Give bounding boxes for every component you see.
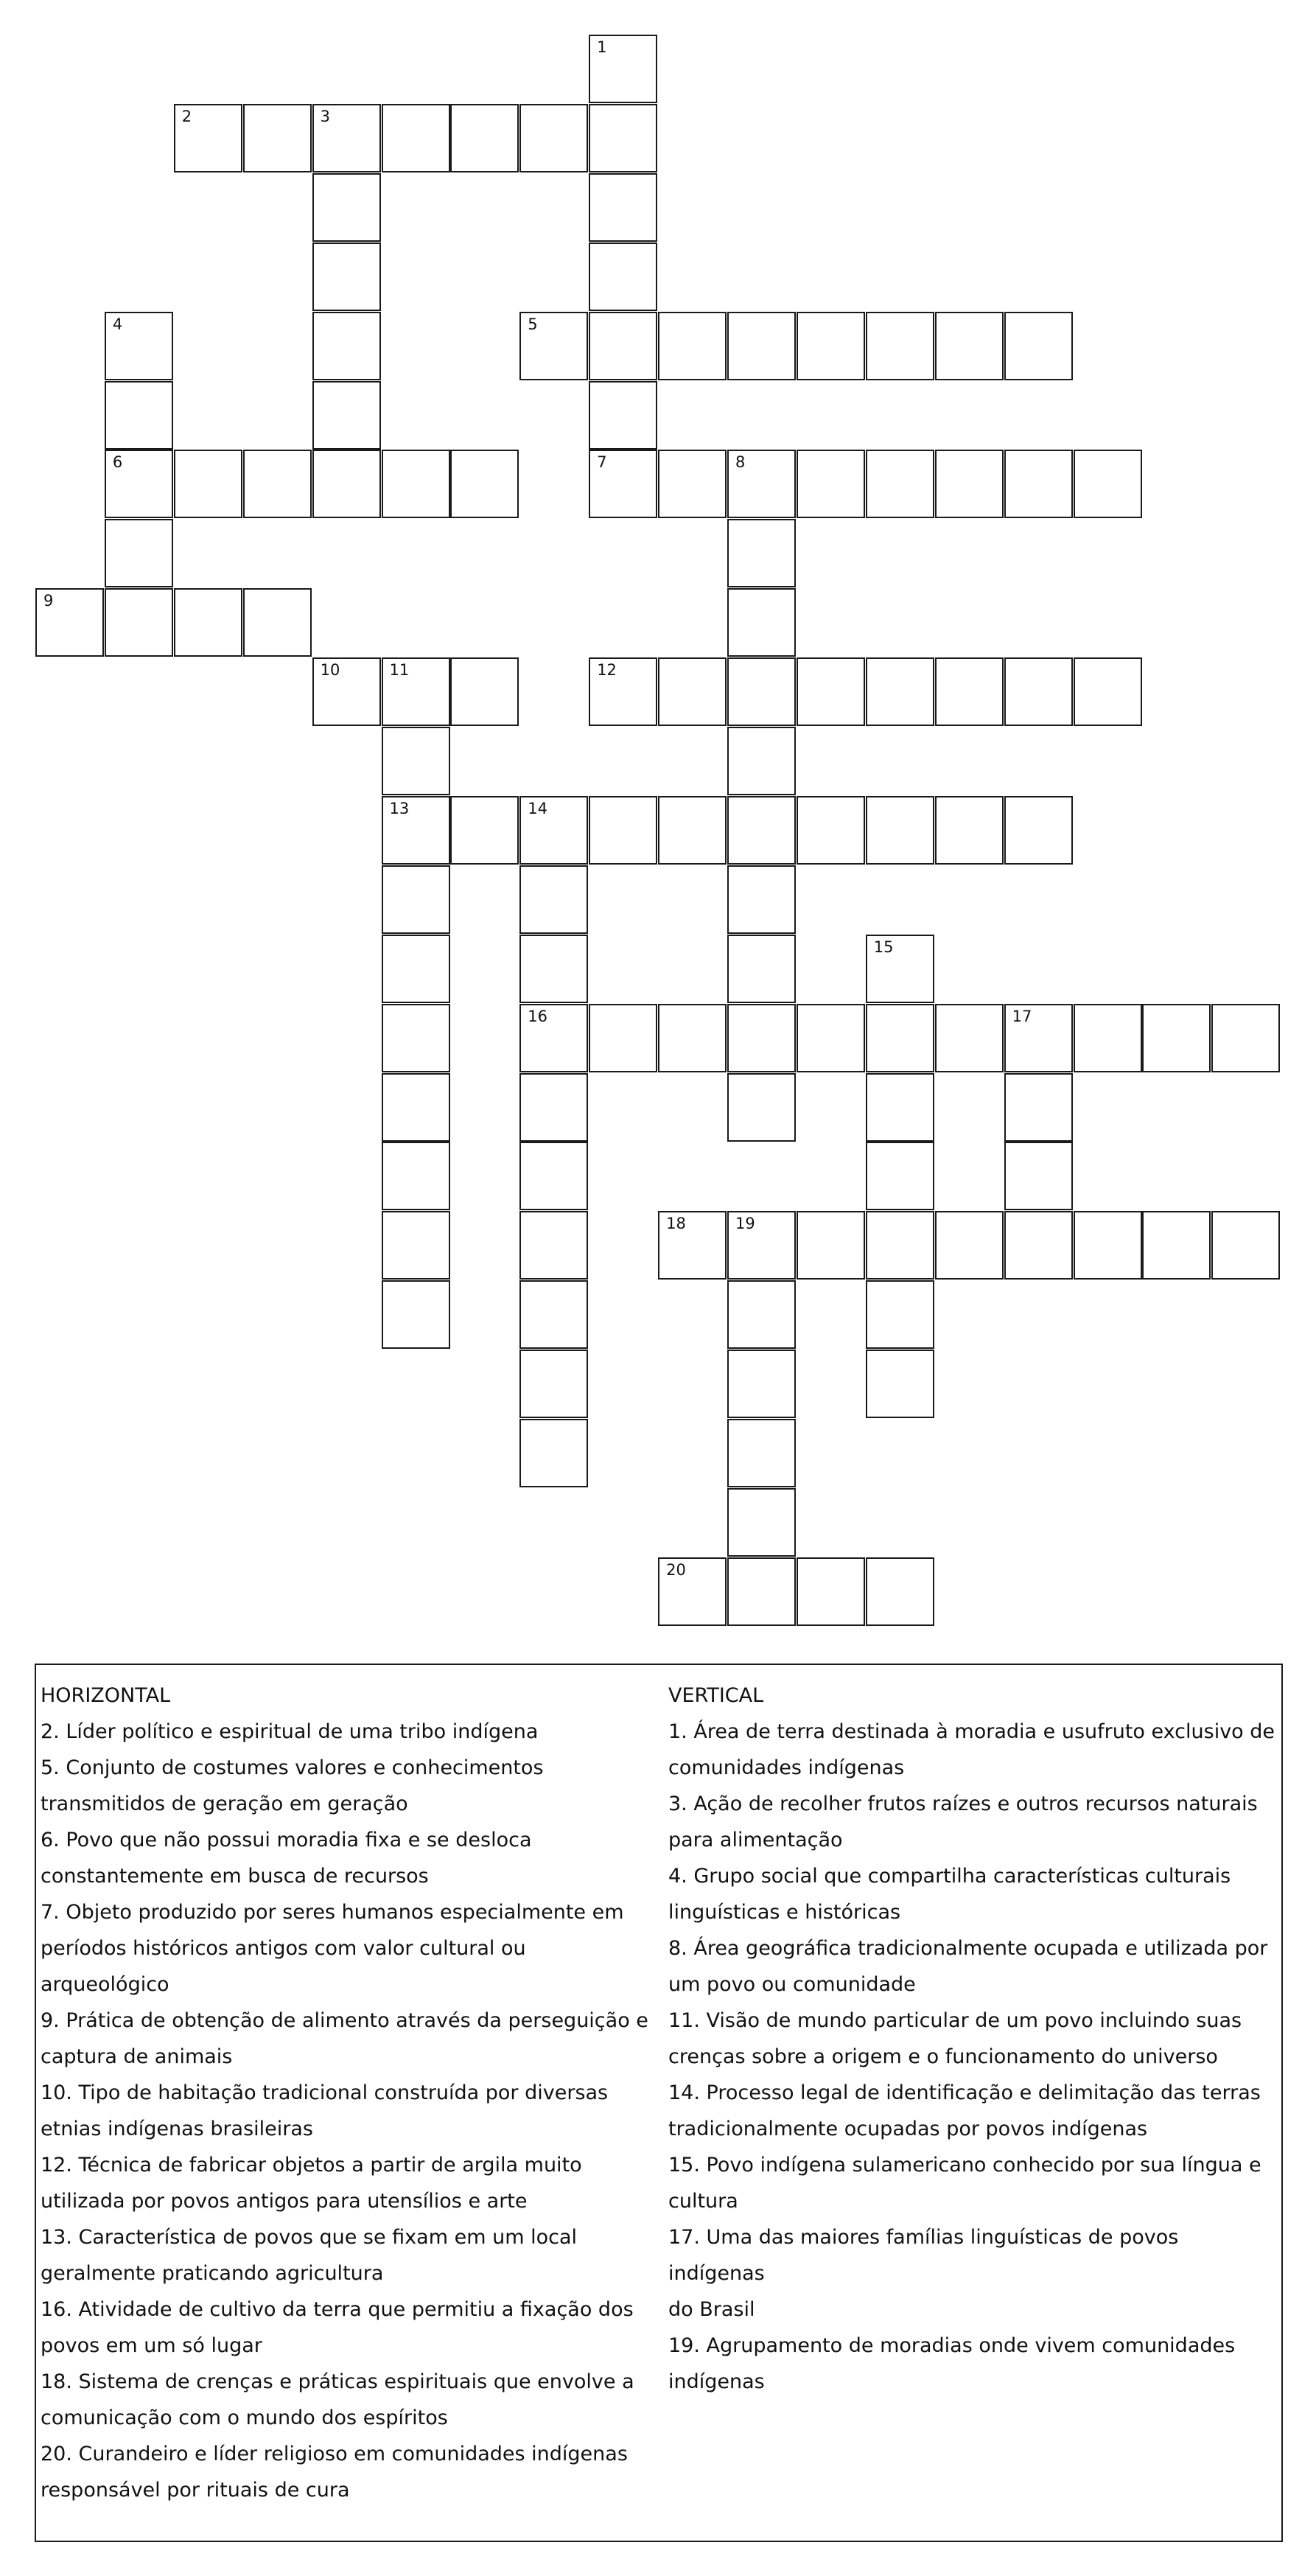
crossword-cell[interactable] bbox=[174, 104, 242, 172]
crossword-cell[interactable] bbox=[1142, 1211, 1211, 1280]
crossword-cell[interactable] bbox=[589, 796, 657, 865]
clue-number: 1 bbox=[597, 38, 607, 56]
crossword-cell[interactable] bbox=[105, 588, 173, 657]
crossword-cell[interactable] bbox=[727, 1350, 796, 1418]
crossword-cell[interactable] bbox=[382, 657, 450, 726]
clue-number: 10 bbox=[320, 661, 340, 680]
crossword-cell[interactable] bbox=[105, 519, 173, 587]
crossword-cell[interactable] bbox=[382, 865, 450, 934]
horizontal-clue-line: períodos históricos antigos com valor cultural ou bbox=[41, 1937, 526, 1960]
crossword-cell[interactable] bbox=[658, 450, 727, 518]
crossword-cell[interactable] bbox=[382, 935, 450, 1003]
crossword-cell[interactable] bbox=[935, 1004, 1004, 1072]
crossword-cell[interactable] bbox=[382, 450, 450, 518]
crossword-cell[interactable] bbox=[866, 1211, 934, 1280]
crossword-cell[interactable] bbox=[797, 1211, 865, 1280]
crossword-cell[interactable] bbox=[658, 312, 727, 380]
clue-number: 4 bbox=[112, 315, 123, 333]
crossword-cell[interactable] bbox=[312, 450, 381, 518]
horizontal-clue-line: geralmente praticando agricultura bbox=[41, 2262, 384, 2285]
crossword-cell[interactable] bbox=[382, 1280, 450, 1349]
clue-number: 8 bbox=[735, 453, 746, 472]
crossword-cell[interactable] bbox=[1004, 1004, 1073, 1072]
crossword-cell[interactable] bbox=[382, 1073, 450, 1142]
horizontal-clue-line: constantemente em busca de recursos bbox=[41, 1865, 429, 1888]
crossword-cell[interactable] bbox=[519, 1280, 588, 1349]
crossword-cell[interactable] bbox=[935, 312, 1004, 380]
clue-number: 5 bbox=[528, 315, 538, 333]
vertical-clue-line: crenças sobre a origem e o funcionamento do universo bbox=[668, 2045, 1218, 2068]
horizontal-clue-line: 7. Objeto produzido por seres humanos especialmente em bbox=[41, 1901, 624, 1924]
horizontal-clue-line: 6. Povo que não possui moradia fixa e se desloca bbox=[41, 1829, 532, 1851]
crossword-cell[interactable] bbox=[105, 450, 173, 518]
crossword-cell[interactable] bbox=[174, 450, 242, 518]
crossword-cell[interactable] bbox=[658, 657, 727, 726]
crossword-cell[interactable] bbox=[450, 104, 519, 172]
crossword-cell[interactable] bbox=[382, 1142, 450, 1210]
crossword-cell[interactable] bbox=[589, 657, 657, 726]
crossword-cell[interactable] bbox=[243, 104, 312, 172]
crossword-cell[interactable] bbox=[519, 865, 588, 934]
crossword-cell[interactable] bbox=[866, 1004, 934, 1072]
crossword-cell[interactable] bbox=[312, 657, 381, 726]
vertical-clue-line: 8. Área geográfica tradicionalmente ocupada e utilizada por bbox=[668, 1937, 1268, 1960]
crossword-cell[interactable] bbox=[727, 657, 796, 726]
crossword-cell[interactable] bbox=[519, 935, 588, 1003]
crossword-cell[interactable] bbox=[312, 381, 381, 450]
crossword-cell[interactable] bbox=[312, 312, 381, 380]
crossword-cell[interactable] bbox=[589, 381, 657, 450]
vertical-clue-line: 11. Visão de mundo particular de um povo incluindo suas bbox=[668, 2009, 1242, 2032]
crossword-cell[interactable] bbox=[727, 1280, 796, 1349]
crossword-cell[interactable] bbox=[727, 727, 796, 795]
crossword-cell[interactable] bbox=[866, 796, 934, 865]
crossword-cell[interactable] bbox=[519, 1211, 588, 1280]
vertical-clue-line: 15. Povo indígena sulamericano conhecido por sua língua e bbox=[668, 2154, 1261, 2177]
clue-number: 18 bbox=[666, 1215, 686, 1233]
horizontal-clue-line: 12. Técnica de fabricar objetos a partir de argila muito bbox=[41, 2154, 582, 2177]
horizontal-clue-line: 10. Tipo de habitação tradicional construída por diversas bbox=[41, 2081, 609, 2104]
crossword-cell[interactable] bbox=[382, 796, 450, 865]
vertical-clue-list bbox=[668, 1714, 1276, 2400]
clue-number: 14 bbox=[528, 799, 548, 817]
crossword-cell[interactable] bbox=[727, 935, 796, 1003]
crossword-cell[interactable] bbox=[727, 1488, 796, 1557]
crossword-cell[interactable] bbox=[519, 1419, 588, 1487]
clue-number: 3 bbox=[320, 107, 330, 125]
crossword-cell[interactable] bbox=[866, 657, 934, 726]
vertical-clue-line: linguísticas e históricas bbox=[668, 1901, 901, 1924]
crossword-cell[interactable] bbox=[1004, 1142, 1073, 1210]
crossword-cell[interactable] bbox=[866, 1280, 934, 1349]
vertical-clue-line: para alimentação bbox=[668, 1829, 843, 1851]
crossword-cell[interactable] bbox=[312, 173, 381, 242]
crossword-cell[interactable] bbox=[797, 796, 865, 865]
crossword-cell[interactable] bbox=[1004, 1073, 1073, 1142]
crossword-cell[interactable] bbox=[519, 312, 588, 380]
crossword-cell[interactable] bbox=[382, 1211, 450, 1280]
crossword-cell[interactable] bbox=[866, 1557, 934, 1626]
crossword-cell[interactable] bbox=[519, 796, 588, 865]
crossword-cell[interactable] bbox=[658, 796, 727, 865]
clue-number: 6 bbox=[112, 453, 123, 472]
crossword-cell[interactable] bbox=[727, 588, 796, 657]
crossword-cell[interactable] bbox=[382, 1004, 450, 1072]
horizontal-clue-line: 18. Sistema de crenças e práticas espirituais que envolve a bbox=[41, 2370, 634, 2393]
vertical-clue-line: comunidades indígenas bbox=[668, 1756, 905, 1779]
horizontal-clue-line: 2. Líder político e espiritual de uma tribo indígena bbox=[41, 1720, 539, 1743]
crossword-cell[interactable] bbox=[589, 173, 657, 242]
crossword-cell[interactable] bbox=[1074, 1004, 1142, 1072]
vertical-clues bbox=[668, 1678, 1276, 2400]
crossword-cell[interactable] bbox=[519, 1142, 588, 1210]
crossword-cell[interactable] bbox=[450, 796, 519, 865]
crossword-cell[interactable] bbox=[935, 450, 1004, 518]
crossword-cell[interactable] bbox=[866, 1350, 934, 1418]
vertical-clue-line: 14. Processo legal de identificação e delimitação das terras bbox=[668, 2081, 1261, 2104]
clue-number: 19 bbox=[735, 1215, 755, 1233]
crossword-cell[interactable] bbox=[866, 312, 934, 380]
crossword-cell[interactable] bbox=[450, 450, 519, 518]
clue-number: 2 bbox=[181, 107, 192, 125]
crossword-cell[interactable] bbox=[866, 935, 934, 1003]
crossword-cell[interactable] bbox=[727, 1211, 796, 1280]
crossword-cell[interactable] bbox=[658, 1004, 727, 1072]
crossword-cell[interactable] bbox=[312, 242, 381, 311]
crossword-cell[interactable] bbox=[727, 1557, 796, 1626]
horizontal-clues bbox=[41, 1678, 654, 2508]
vertical-clue-line: 1. Área de terra destinada à moradia e usufruto exclusivo de bbox=[668, 1720, 1275, 1743]
crossword-cell[interactable] bbox=[1004, 312, 1073, 380]
crossword-cell[interactable] bbox=[727, 312, 796, 380]
crossword-cell[interactable] bbox=[1004, 657, 1073, 726]
horizontal-clue-line: 16. Atividade de cultivo da terra que permitiu a fixação dos bbox=[41, 2298, 634, 2321]
crossword-cell[interactable] bbox=[727, 796, 796, 865]
vertical-clue-line: 4. Grupo social que compartilha características culturais bbox=[668, 1865, 1231, 1888]
crossword-cell[interactable] bbox=[866, 450, 934, 518]
vertical-title: VERTICAL bbox=[668, 1684, 764, 1707]
crossword-cell[interactable] bbox=[1074, 1211, 1142, 1280]
crossword-cell[interactable] bbox=[519, 1350, 588, 1418]
crossword-cell[interactable] bbox=[312, 104, 381, 172]
clue-number: 11 bbox=[389, 661, 410, 680]
crossword-cell[interactable] bbox=[243, 450, 312, 518]
crossword-cell[interactable] bbox=[1074, 450, 1142, 518]
crossword-cell[interactable] bbox=[519, 104, 588, 172]
horizontal-clue-line: 13. Característica de povos que se fixam em um local bbox=[41, 2226, 577, 2249]
crossword-cell[interactable] bbox=[589, 242, 657, 311]
vertical-clue-line: indígenas bbox=[668, 2370, 765, 2393]
crossword-cell[interactable] bbox=[589, 1004, 657, 1072]
clue-number: 17 bbox=[1012, 1007, 1032, 1025]
clue-number: 20 bbox=[666, 1560, 686, 1579]
crossword-cell[interactable] bbox=[1211, 1004, 1280, 1072]
clues-box bbox=[35, 1664, 1283, 2542]
crossword-cell[interactable] bbox=[589, 312, 657, 380]
crossword-cell[interactable] bbox=[797, 450, 865, 518]
crossword-cell[interactable] bbox=[727, 865, 796, 934]
crossword-cell[interactable] bbox=[1211, 1211, 1280, 1280]
crossword-cell[interactable] bbox=[589, 450, 657, 518]
crossword-cell[interactable] bbox=[866, 1142, 934, 1210]
horizontal-clue-line: utilizada por povos antigos para utensílios e arte bbox=[41, 2190, 528, 2213]
horizontal-clue-line: transmitidos de geração em geração bbox=[41, 1793, 408, 1815]
vertical-clue-line: tradicionalmente ocupadas por povos indígenas bbox=[668, 2118, 1148, 2140]
crossword-cell[interactable] bbox=[382, 104, 450, 172]
clue-number: 7 bbox=[597, 453, 607, 472]
horizontal-clue-line: 9. Prática de obtenção de alimento através da perseguição e bbox=[41, 2009, 648, 2032]
clue-number: 16 bbox=[528, 1007, 548, 1025]
crossword-cell[interactable] bbox=[866, 1073, 934, 1142]
crossword-cell[interactable] bbox=[1142, 1004, 1211, 1072]
clue-number: 9 bbox=[43, 592, 54, 610]
crossword-cell[interactable] bbox=[658, 1211, 727, 1280]
crossword-cell[interactable] bbox=[935, 796, 1004, 865]
crossword-cell[interactable] bbox=[589, 35, 657, 103]
clue-number: 15 bbox=[873, 938, 894, 956]
crossword-cell[interactable] bbox=[519, 1004, 588, 1072]
crossword-cell[interactable] bbox=[727, 1419, 796, 1487]
horizontal-clue-line: comunicação com o mundo dos espíritos bbox=[41, 2406, 448, 2429]
crossword-cell[interactable] bbox=[35, 588, 104, 657]
crossword-cell[interactable] bbox=[797, 1004, 865, 1072]
crossword-cell[interactable] bbox=[174, 588, 242, 657]
crossword-cell[interactable] bbox=[1074, 657, 1142, 726]
horizontal-clue-line: etnias indígenas brasileiras bbox=[41, 2118, 313, 2140]
crossword-cell[interactable] bbox=[658, 1557, 727, 1626]
vertical-clue-line: 19. Agrupamento de moradias onde vivem comunidades bbox=[668, 2334, 1236, 2357]
vertical-clue-line: 17. Uma das maiores famílias linguísticas de povos indígenas bbox=[668, 2226, 1179, 2285]
clue-number: 12 bbox=[597, 661, 617, 680]
crossword-cell[interactable] bbox=[797, 312, 865, 380]
crossword-cell[interactable] bbox=[797, 657, 865, 726]
horizontal-clue-line: 20. Curandeiro e líder religioso em comunidades indígenas bbox=[41, 2443, 628, 2465]
clue-number: 13 bbox=[389, 799, 410, 817]
horizontal-clue-line: captura de animais bbox=[41, 2045, 233, 2068]
crossword-cell[interactable] bbox=[1004, 1211, 1073, 1280]
horizontal-title: HORIZONTAL bbox=[41, 1684, 171, 1707]
crossword-cell[interactable] bbox=[797, 1557, 865, 1626]
crossword-cell[interactable] bbox=[727, 519, 796, 587]
horizontal-clue-list bbox=[41, 1714, 654, 2508]
crossword-cell[interactable] bbox=[243, 588, 312, 657]
crossword-cell[interactable] bbox=[935, 1211, 1004, 1280]
crossword-cell[interactable] bbox=[1004, 450, 1073, 518]
crossword-cell[interactable] bbox=[105, 381, 173, 450]
crossword-cell[interactable] bbox=[727, 450, 796, 518]
horizontal-clue-line: arqueológico bbox=[41, 1973, 169, 1996]
vertical-clue-line: cultura bbox=[668, 2190, 738, 2213]
vertical-clue-line: um povo ou comunidade bbox=[668, 1973, 916, 1996]
crossword-cell[interactable] bbox=[1004, 796, 1073, 865]
crossword-cell[interactable] bbox=[450, 657, 519, 726]
vertical-clue-line: do Brasil bbox=[668, 2298, 755, 2321]
crossword-cell[interactable] bbox=[519, 1073, 588, 1142]
horizontal-clue-line: 5. Conjunto de costumes valores e conhecimentos bbox=[41, 1756, 544, 1779]
crossword-cell[interactable] bbox=[727, 1073, 796, 1142]
crossword-cell[interactable] bbox=[382, 727, 450, 795]
vertical-clue-line: 3. Ação de recolher frutos raízes e outros recursos naturais bbox=[668, 1793, 1258, 1815]
crossword-cell[interactable] bbox=[105, 312, 173, 380]
horizontal-clue-line: responsável por rituais de cura bbox=[41, 2479, 350, 2502]
crossword-cell[interactable] bbox=[589, 104, 657, 172]
crossword-cell[interactable] bbox=[935, 657, 1004, 726]
crossword-cell[interactable] bbox=[727, 1004, 796, 1072]
horizontal-clue-line: povos em um só lugar bbox=[41, 2334, 262, 2357]
